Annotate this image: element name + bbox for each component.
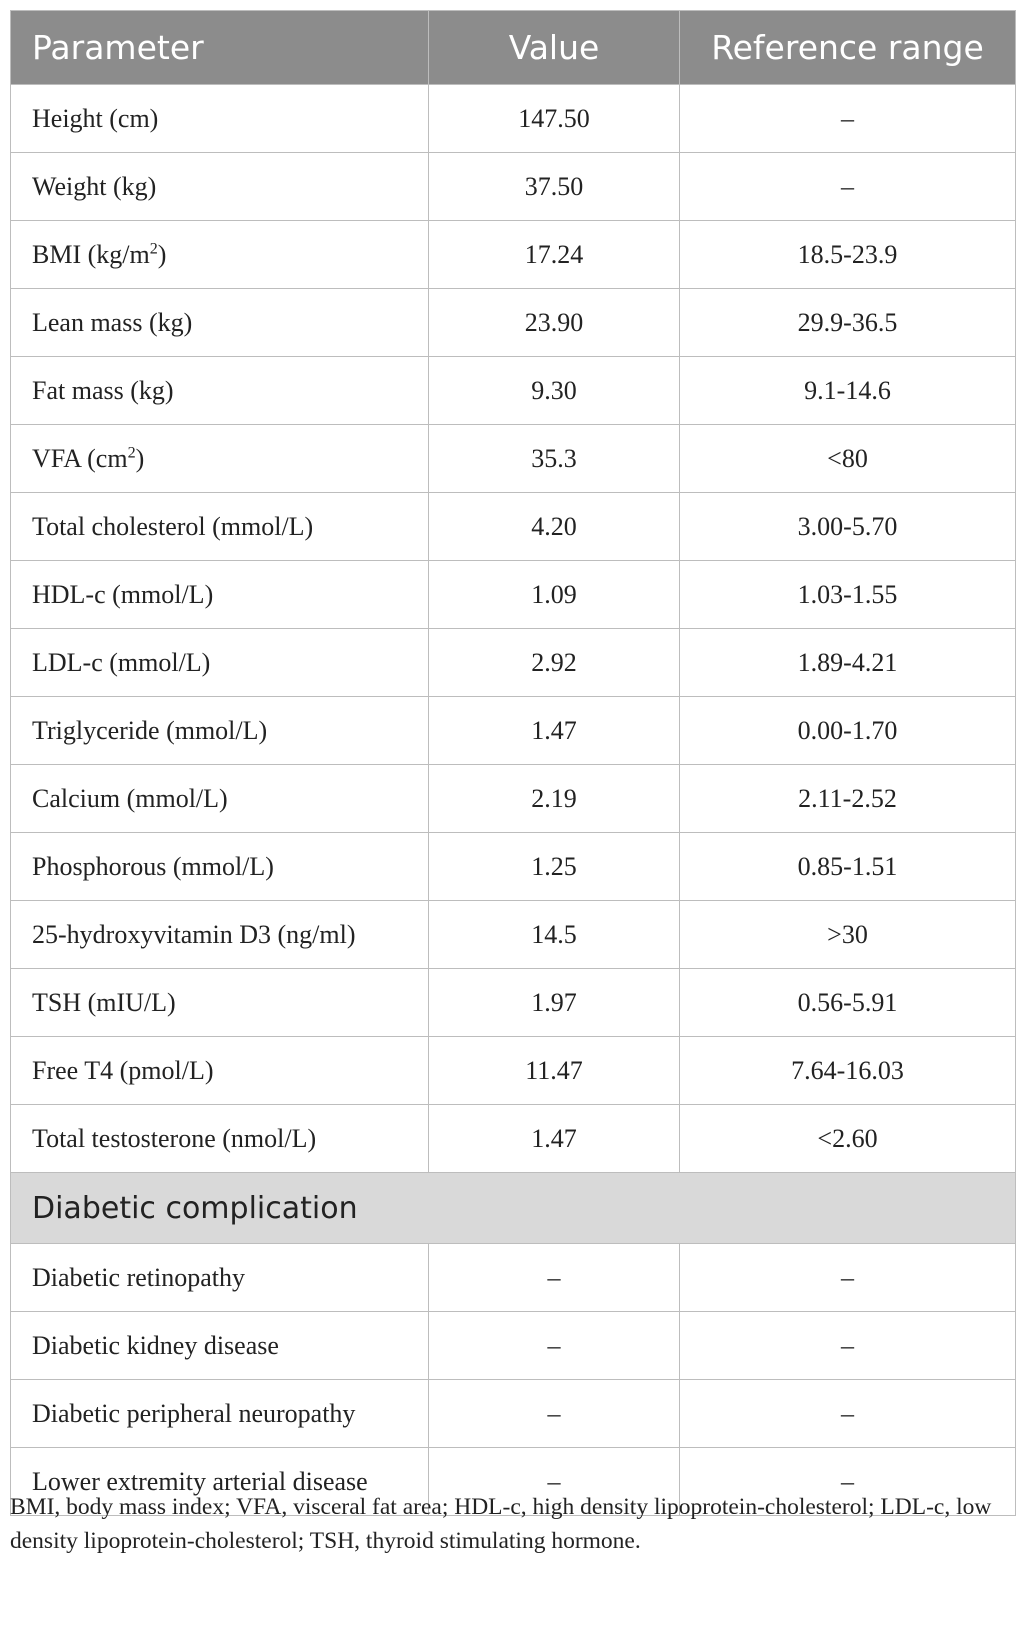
parameter-cell: HDL-c (mmol/L) — [11, 561, 429, 629]
section-title: Diabetic complication — [11, 1173, 1016, 1244]
reference-range-cell: – — [680, 1380, 1016, 1448]
reference-range-cell: – — [680, 85, 1016, 153]
value-cell: 11.47 — [429, 1037, 680, 1105]
parameter-cell: Total cholesterol (mmol/L) — [11, 493, 429, 561]
table-row — [11, 629, 1016, 697]
reference-range-cell: 3.00-5.70 — [680, 493, 1016, 561]
parameter-cell: Free T4 (pmol/L) — [11, 1037, 429, 1105]
parameter-cell — [11, 221, 429, 289]
table-row — [11, 493, 1016, 561]
parameter-cell: Diabetic peripheral neuropathy — [11, 1380, 429, 1448]
value-cell: 147.50 — [429, 85, 680, 153]
table-row — [11, 1037, 1016, 1105]
parameter-text: VFA (cm — [32, 443, 128, 473]
table-row — [11, 1312, 1016, 1380]
value-cell: 1.97 — [429, 969, 680, 1037]
value-cell: – — [429, 1312, 680, 1380]
table-row — [11, 153, 1016, 221]
value-cell: 1.09 — [429, 561, 680, 629]
reference-range-cell: 1.03-1.55 — [680, 561, 1016, 629]
parameter-cell: Height (cm) — [11, 85, 429, 153]
parameter-cell: Triglyceride (mmol/L) — [11, 697, 429, 765]
table-row — [11, 561, 1016, 629]
reference-range-cell: 0.85-1.51 — [680, 833, 1016, 901]
parameter-cell: Phosphorous (mmol/L) — [11, 833, 429, 901]
value-cell: 17.24 — [429, 221, 680, 289]
parameter-cell: 25-hydroxyvitamin D3 (ng/ml) — [11, 901, 429, 969]
table-row — [11, 357, 1016, 425]
table-row — [11, 1244, 1016, 1312]
parameter-cell: LDL-c (mmol/L) — [11, 629, 429, 697]
table-row — [11, 697, 1016, 765]
reference-range-cell: >30 — [680, 901, 1016, 969]
superscript: 2 — [127, 443, 136, 461]
reference-range-cell: <2.60 — [680, 1105, 1016, 1173]
reference-range-cell: – — [680, 1448, 1016, 1516]
parameter-cell: Diabetic retinopathy — [11, 1244, 429, 1312]
reference-range-cell: 7.64-16.03 — [680, 1037, 1016, 1105]
parameter-cell: Lower extremity arterial disease — [11, 1448, 429, 1516]
table-row — [11, 1105, 1016, 1173]
parameter-cell: TSH (mIU/L) — [11, 969, 429, 1037]
table-header-row — [11, 11, 1016, 85]
value-cell: 9.30 — [429, 357, 680, 425]
table-row — [11, 85, 1016, 153]
parameter-text-end: ) — [157, 239, 167, 269]
section-header-row — [11, 1173, 1016, 1244]
table-row — [11, 969, 1016, 1037]
parameter-cell: Weight (kg) — [11, 153, 429, 221]
reference-range-cell: 2.11-2.52 — [680, 765, 1016, 833]
parameter-cell: Diabetic kidney disease — [11, 1312, 429, 1380]
parameter-cell: Total testosterone (nmol/L) — [11, 1105, 429, 1173]
column-header-value: Value — [429, 11, 680, 85]
value-cell: 37.50 — [429, 153, 680, 221]
reference-range-cell: 1.89-4.21 — [680, 629, 1016, 697]
reference-range-cell: – — [680, 1244, 1016, 1312]
column-header-reference-range: Reference range — [680, 11, 1016, 85]
value-cell: 2.92 — [429, 629, 680, 697]
parameter-cell: Calcium (mmol/L) — [11, 765, 429, 833]
reference-range-cell: <80 — [680, 425, 1016, 493]
parameter-text: BMI (kg/m — [32, 239, 150, 269]
table-footnote: BMI, body mass index; VFA, visceral fat area; HDL-c, high density lipoprotein-cholesterol; LDL-c, low density lipoprotein-cholesterol; TSH, thyroid stimulating hormone. — [10, 1494, 992, 1554]
table-row — [11, 1380, 1016, 1448]
parameter-text-end: ) — [135, 443, 145, 473]
clinical-parameters-table — [10, 10, 1016, 1516]
table-row — [11, 765, 1016, 833]
table-row — [11, 833, 1016, 901]
value-cell: 4.20 — [429, 493, 680, 561]
reference-range-cell: 18.5-23.9 — [680, 221, 1016, 289]
value-cell: – — [429, 1380, 680, 1448]
table-row — [11, 289, 1016, 357]
reference-range-cell: 0.56-5.91 — [680, 969, 1016, 1037]
reference-range-cell: 9.1-14.6 — [680, 357, 1016, 425]
value-cell: 23.90 — [429, 289, 680, 357]
value-cell: 2.19 — [429, 765, 680, 833]
value-cell: 1.47 — [429, 697, 680, 765]
reference-range-cell: 0.00-1.70 — [680, 697, 1016, 765]
value-cell: 1.25 — [429, 833, 680, 901]
reference-range-cell: – — [680, 153, 1016, 221]
table-row — [11, 901, 1016, 969]
parameter-cell — [11, 425, 429, 493]
column-header-parameter: Parameter — [11, 11, 429, 85]
reference-range-cell: – — [680, 1312, 1016, 1380]
value-cell: – — [429, 1244, 680, 1312]
table-row — [11, 425, 1016, 493]
superscript: 2 — [149, 239, 158, 257]
parameter-cell: Lean mass (kg) — [11, 289, 429, 357]
value-cell: 1.47 — [429, 1105, 680, 1173]
value-cell: 14.5 — [429, 901, 680, 969]
parameter-cell: Fat mass (kg) — [11, 357, 429, 425]
value-cell: 35.3 — [429, 425, 680, 493]
value-cell: – — [429, 1448, 680, 1516]
reference-range-cell: 29.9-36.5 — [680, 289, 1016, 357]
table-row — [11, 221, 1016, 289]
